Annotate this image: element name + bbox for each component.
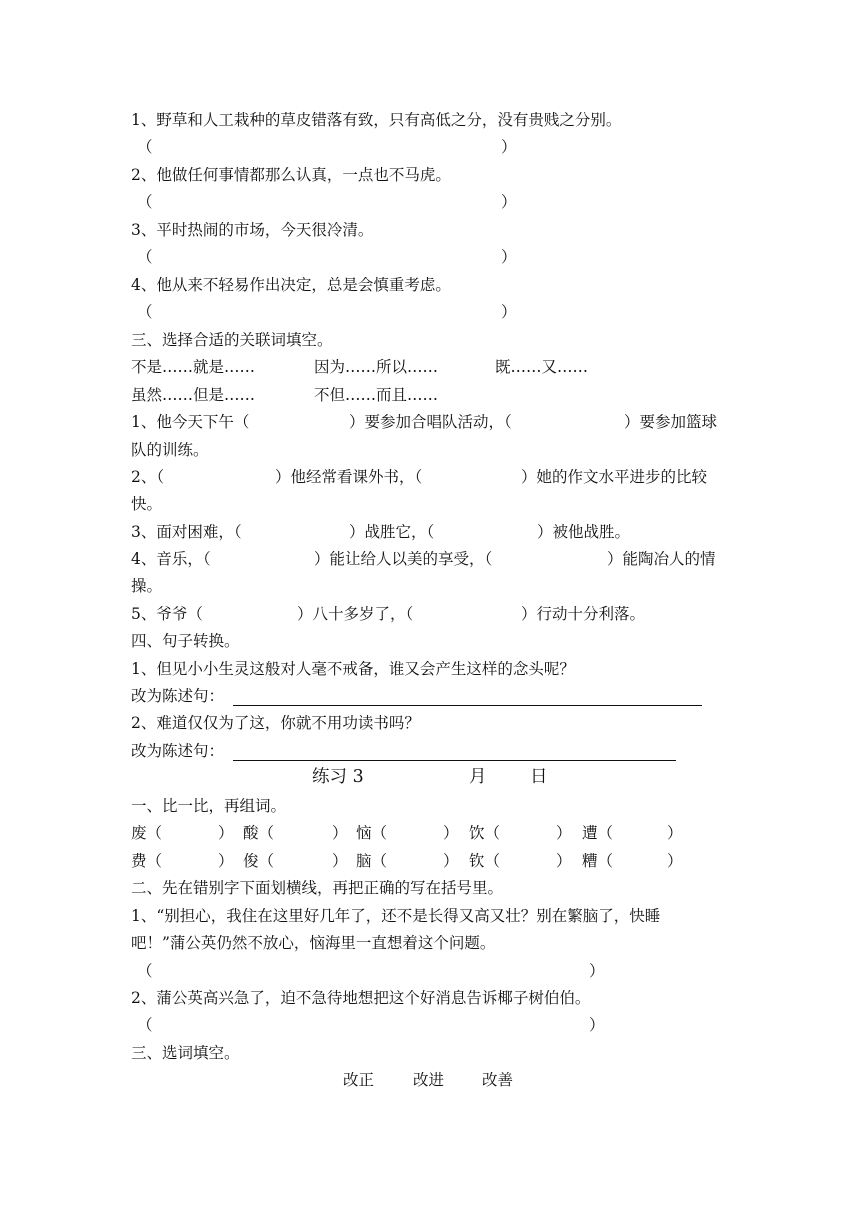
option: 虽然……但是…… (131, 386, 256, 404)
close-paren: ） (443, 852, 459, 870)
judge-item-1: 1、野草和人工栽种的草皮错落有致，只有高低之分，没有贵贱之分别。 (131, 111, 622, 129)
q-part: 4、音乐，（ (131, 550, 211, 568)
answer-underline-1[interactable] (233, 705, 702, 706)
char-item: 糟（ (582, 852, 614, 870)
open-paren: （ (137, 1016, 153, 1034)
close-paren: ） (501, 193, 517, 211)
close-paren: ） (443, 824, 459, 842)
char-item: 脑（ (356, 852, 388, 870)
open-paren: （ (137, 962, 153, 980)
part1-heading: 一、比一比，再组词。 (131, 797, 287, 815)
exercise-title: 练习 3 (312, 767, 364, 787)
close-paren: ） (667, 852, 683, 870)
judge-item-2: 2、他做任何事情都那么认真，一点也不马虎。 (131, 166, 451, 184)
char-item: 遭（ (582, 824, 614, 842)
q-part: 2、（ (131, 468, 165, 486)
q-part: ）她的作文水平进步的比较 (521, 468, 708, 486)
q-part: 1、他今天下午（ (131, 413, 250, 431)
close-paren: ） (501, 138, 517, 156)
close-paren: ） (556, 852, 572, 870)
q-part: ）被他战胜。 (537, 523, 631, 541)
open-paren: （ (137, 303, 153, 321)
close-paren: ） (218, 852, 234, 870)
q-part: 5、爷爷（ (131, 605, 203, 623)
option: 因为……所以…… (314, 358, 439, 376)
typo-question-2: 2、蒲公英高兴急了，迫不急待地想把这个好消息告诉椰子树伯伯。 (131, 989, 591, 1007)
q-part: ）能陶冶人的情 (607, 550, 716, 568)
option: 不但……而且…… (314, 386, 439, 404)
char-item: 酸（ (243, 824, 275, 842)
q-part: ）八十多岁了，（ (297, 605, 414, 623)
part3-heading: 三、选词填空。 (131, 1044, 240, 1062)
char-item: 俊（ (243, 852, 275, 870)
answer-parens-1 (131, 137, 731, 157)
close-paren: ） (589, 962, 605, 980)
section3-heading: 三、选择合适的关联词填空。 (131, 331, 333, 349)
fill-question-4-cont: 操。 (131, 577, 163, 595)
month-label: 月 (469, 767, 487, 787)
word-choice: 改善 (482, 1071, 514, 1089)
judge-item-4: 4、他从来不轻易作出决定，总是会慎重考虑。 (131, 276, 451, 294)
close-paren: ） (501, 303, 517, 321)
answer-label-1: 改为陈述句： (131, 687, 225, 705)
q-part: ）要参加合唱队活动，（ (349, 413, 512, 431)
open-paren: （ (137, 248, 153, 266)
typo-question-1-cont: 吧！”蒲公英仍然不放心，恼海里一直想着这个问题。 (131, 934, 496, 952)
close-paren: ） (332, 852, 348, 870)
answer-parens-3 (131, 247, 731, 267)
option: 不是……就是…… (131, 358, 256, 376)
fill-question-1-cont: 队的训练。 (131, 441, 209, 459)
q-part: ）能让给人以美的享受，（ (314, 550, 493, 568)
part2-heading: 二、先在错别字下面划横线，再把正确的写在括号里。 (131, 879, 504, 897)
open-paren: （ (137, 193, 153, 211)
close-paren: ） (332, 824, 348, 842)
q-part: 3、面对困难，（ (131, 523, 242, 541)
close-paren: ） (667, 824, 683, 842)
fill-question-2-cont: 快。 (131, 495, 163, 513)
word-choice: 改正 (343, 1071, 375, 1089)
option: 既……又…… (495, 358, 589, 376)
typo-answer-parens-1 (131, 961, 731, 981)
typo-answer-parens-2 (131, 1015, 731, 1035)
transform-question-2: 2、难道仅仅为了这，你就不用功读书吗？ (131, 714, 420, 732)
transform-question-1: 1、但见小小生灵这般对人毫不戒备，谁又会产生这样的念头呢？ (131, 660, 575, 678)
answer-parens-2 (131, 192, 731, 212)
char-item: 饮（ (469, 824, 501, 842)
close-paren: ） (589, 1016, 605, 1034)
close-paren: ） (218, 824, 234, 842)
q-part: ）战胜它，（ (349, 523, 435, 541)
close-paren: ） (501, 248, 517, 266)
char-item: 费（ (131, 852, 163, 870)
char-item: 恼（ (356, 824, 388, 842)
close-paren: ） (556, 824, 572, 842)
judge-item-3: 3、平时热闹的市场，今天很冷清。 (131, 221, 374, 239)
char-item: 废（ (131, 824, 163, 842)
char-item: 钦（ (469, 852, 501, 870)
answer-label-2: 改为陈述句： (131, 742, 225, 760)
q-part: ）他经常看课外书，（ (275, 468, 423, 486)
open-paren: （ (137, 138, 153, 156)
typo-question-1: 1、“别担心，我住在这里好几年了，还不是长得又高又壮？别在繁脑了，快睡 (131, 907, 661, 925)
day-label: 日 (530, 767, 548, 787)
answer-underline-2[interactable] (233, 760, 676, 761)
answer-parens-4 (131, 302, 731, 322)
word-choice: 改进 (413, 1071, 445, 1089)
q-part: ）行动十分利落。 (521, 605, 646, 623)
section4-heading: 四、句子转换。 (131, 632, 240, 650)
q-part: ）要参加篮球 (624, 413, 718, 431)
